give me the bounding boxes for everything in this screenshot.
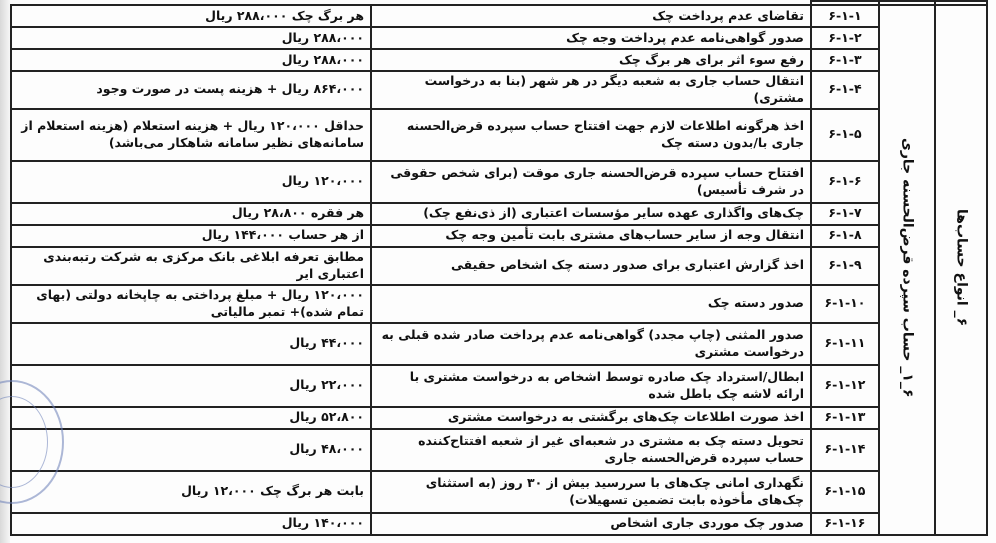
tariff-table [10,0,988,536]
table-row [11,225,987,247]
row-description: اخذ گزارش اعتباری برای صدور دسته چک اشخاص حقیقی [371,247,811,285]
row-price: هر برگ چک ۲۸۸،۰۰۰ ریال [11,5,371,27]
row-code: ۶-۱-۱۱ [811,323,879,365]
row-code: ۶-۱-۳ [811,49,879,71]
table-row [11,27,987,49]
table-row [11,161,987,203]
table-row [11,471,987,513]
table-row [11,429,987,471]
row-price: ۱۴۰،۰۰۰ ریال [11,513,371,535]
row-code: ۶-۱-۲ [811,27,879,49]
row-price: هر فقره ۲۸،۸۰۰ ریال [11,203,371,225]
row-price: ۴۸،۰۰۰ ریال [11,429,371,471]
row-description: افتتاح حساب سپرده قرض‌الحسنه جاری موقت (برای شخص حقوقی در شرف تأسیس) [371,161,811,203]
table-row [11,513,987,535]
row-description: صدور چک موردی جاری اشخاص [371,513,811,535]
row-code: ۶-۱-۶ [811,161,879,203]
table-row [11,323,987,365]
row-price: ۲۲،۰۰۰ ریال [11,365,371,407]
row-price: ۲۸۸،۰۰۰ ریال [11,49,371,71]
row-code: ۶-۱-۱۰ [811,285,879,323]
row-code: ۶-۱-۸ [811,225,879,247]
row-description: چک‌های واگذاری عهده سایر مؤسسات اعتباری (از ذی‌نفع چک) [371,203,811,225]
row-code: ۶-۱-۱۶ [811,513,879,535]
table-row [11,71,987,109]
row-code: ۶-۱-۱۲ [811,365,879,407]
subcategory-cell [879,5,935,535]
row-price: ۱۲۰،۰۰۰ ریال + مبلغ پرداختی به چاپخانه دولتی (بهای تمام شده)+ تمبر مالیاتی [11,285,371,323]
row-description: صدور دسته چک [371,285,811,323]
category-label: ۶_ انواع حساب‌ها [953,208,970,326]
category-cell [935,5,987,535]
row-code: ۶-۱-۱ [811,5,879,27]
row-code: ۶-۱-۱۴ [811,429,879,471]
row-price: ۸۶۴،۰۰۰ ریال + هزینه پست در صورت وجود [11,71,371,109]
row-price: از هر حساب ۱۴۴،۰۰۰ ریال [11,225,371,247]
row-code: ۶-۱-۵ [811,109,879,161]
table-row [11,5,987,27]
tariff-table-body [11,1,987,535]
subcategory-label: ۶_۱_ حساب سپرده قرض‌الحسنه جاری [899,137,916,398]
table-row [11,407,987,429]
row-description: اخذ هرگونه اطلاعات لازم جهت افتتاح حساب سپرده قرض‌الحسنه جاری با/بدون دسته چک [371,109,811,161]
table-row [11,365,987,407]
row-price: ۴۴،۰۰۰ ریال [11,323,371,365]
row-price: ۲۸۸،۰۰۰ ریال [11,27,371,49]
row-description: ابطال/استرداد چک صادره توسط اشخاص به درخواست مشتری با ارائه لاشه چک باطل شده [371,365,811,407]
row-code: ۶-۱-۱۵ [811,471,879,513]
table-row [11,285,987,323]
row-price: ۱۲۰،۰۰۰ ریال [11,161,371,203]
row-description: صدور گواهی‌نامه عدم پرداخت وجه چک [371,27,811,49]
row-description: انتقال وجه از سایر حساب‌های مشتری بابت تأمین وجه چک [371,225,811,247]
row-code: ۶-۱-۴ [811,71,879,109]
row-code: ۶-۱-۹ [811,247,879,285]
row-description: رفع سوء اثر برای هر برگ چک [371,49,811,71]
row-price: مطابق تعرفه ابلاغی بانک مرکزی به شرکت رتبه‌بندی اعتباری ایر [11,247,371,285]
row-description: اخذ صورت اطلاعات چک‌های برگشتی به درخواست مشتری [371,407,811,429]
table-row [11,203,987,225]
row-description: صدور المثنی (چاپ مجدد) گواهی‌نامه عدم پرداخت صادر شده قبلی به درخواست مشتری [371,323,811,365]
row-description: تقاضای عدم پرداخت چک [371,5,811,27]
row-code: ۶-۱-۷ [811,203,879,225]
row-price: ۵۲،۸۰۰ ریال [11,407,371,429]
row-code: ۶-۱-۱۳ [811,407,879,429]
row-description: انتقال حساب جاری به شعبه دیگر در هر شهر (بنا به درخواست مشتری) [371,71,811,109]
row-price: حداقل ۱۲۰،۰۰۰ ریال + هزینه استعلام (هزینه استعلام از سامانه‌های نظیر سامانه شاهکار می‌باشد) [11,109,371,161]
row-price: بابت هر برگ چک ۱۲،۰۰۰ ریال [11,471,371,513]
table-row [11,49,987,71]
table-row [11,247,987,285]
table-row [11,109,987,161]
row-description: تحویل دسته چک به مشتری در شعبه‌ای غیر از شعبه افتتاح‌کننده حساب سپرده قرض‌الحسنه جاری [371,429,811,471]
row-description: نگهداری امانی چک‌های با سررسید بیش از ۳۰ روز (به استثنای چک‌های مأخوذه بابت تضمین تسهیلات) [371,471,811,513]
